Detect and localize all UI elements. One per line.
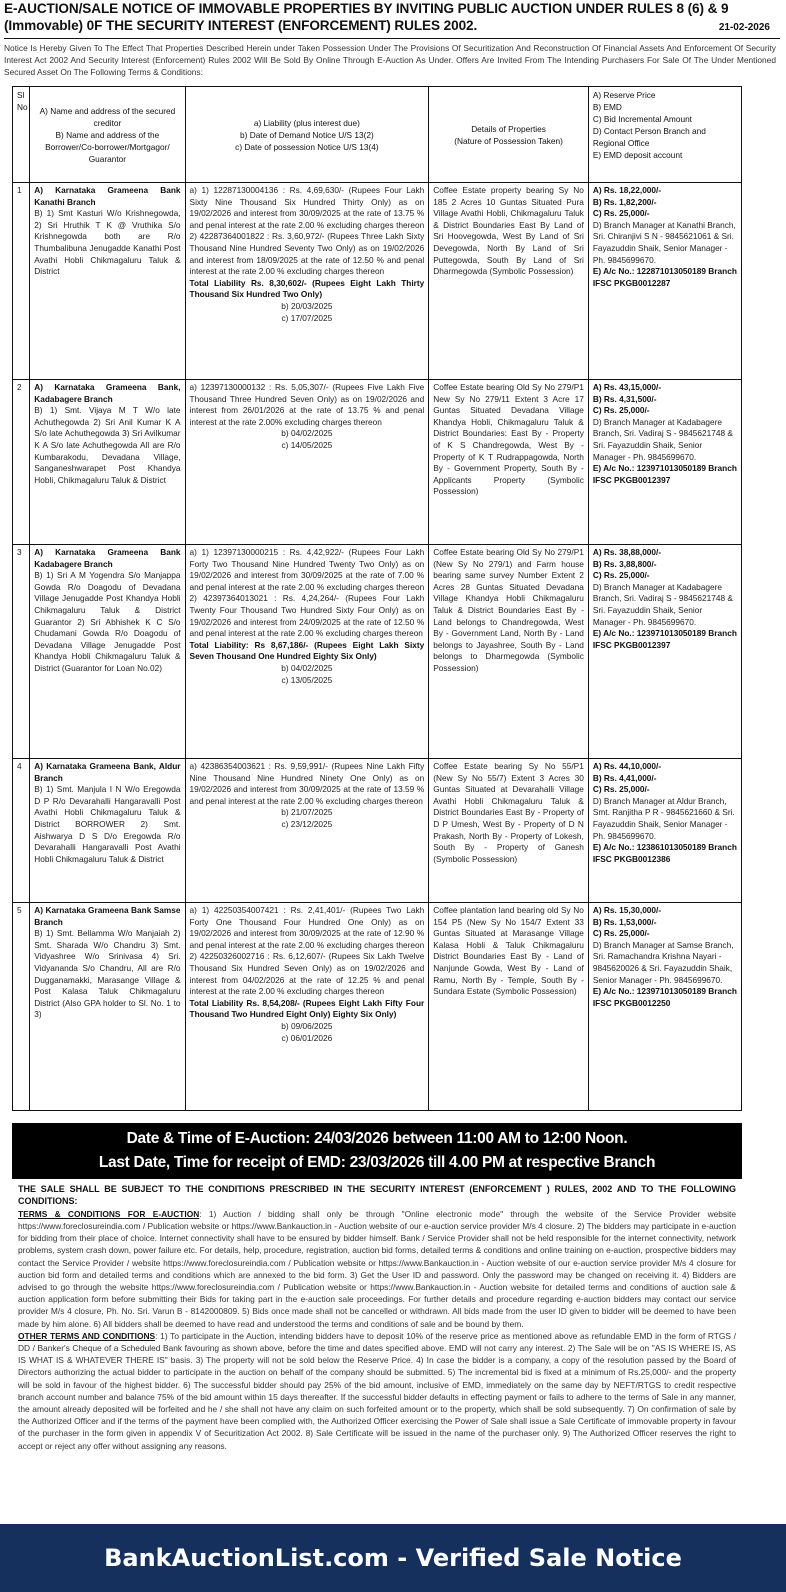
footer-banner [0, 1524, 786, 1592]
header-liability-b: b) Date of Demand Notice U/S 13(2) [240, 129, 374, 140]
borrower-details: B) 1) Smt. Bellamma W/o Manjaiah 2) Smt. Sharada W/o Chandru 3) Smt. Vidyashree W/o Srinivasa 4) Sri. Vidyananda S/o Chandru, All are R/o Dugganamakki, Marasange Village & Post Kalasa Taluk Chikmagaluru District (Also GPA holder to Sl. No. 1 to 3) [34, 928, 181, 1020]
cell-sl: 2 [13, 380, 30, 545]
cell-parties [30, 545, 185, 759]
borrower-details: B) 1) Smt. Vijaya M T W/o late Achuthegowda 2) Sri Anil Kumar K A S/o late Achuthegowda 3) Sri Avilkumar K A S/o late Achuthegowda All are R/o Kumbarakodu, Devadana Village, Sanganeshwarapet Post Khandya Hobli, Chikmagaluru Taluk & District [34, 405, 181, 485]
cell-liability [185, 545, 429, 759]
reserve-price: A) Rs. 43,15,000/- [592, 382, 662, 392]
emd-deadline-line: Last Date, Time for receipt of EMD: 23/03/2026 till 4.00 PM at respective Branch [98, 1154, 656, 1171]
header-parties-a: A) Name and address of the secured creditor [39, 105, 176, 128]
table-row [13, 380, 742, 545]
table-row [13, 183, 742, 380]
emd-account: E) A/c No.: 122871013050189 Branch IFSC PKGB0012287 [592, 266, 737, 288]
cell-property: Coffee Estate bearing Old Sy No 279/P1 New Sy No 279/11 Extent 3 Acre 17 Guntas Situated Devadana Village Khandya Hobli, Chikmagaluru Taluk & District Boundaries: East By - Property of K S Chandregowda, West By - Property of K T Rudrappagowda, North By - Government Property, South By - Applicants Property (Symbolic Possession) [429, 380, 589, 545]
cell-property: Coffee Estate bearing Old Sy No 279/P1 (New Sy No 279/1) and Farm house bearing same survey Number Extent 2 Acres 28 Guntas Situated Devadana Village Khandya Hobli Chikmagaluru Taluk & District Boundaries East By - Land belongs to Chandregowda, West By - Government Land, North By - Land belongs to Jayashree, South By - Land belongs to Dharmegowda (Symbolic Possession) [429, 545, 589, 759]
header-reserve [588, 87, 741, 183]
possession-notice-date: c) 14/05/2025 [281, 439, 333, 450]
possession-notice-date: c) 17/07/2025 [281, 312, 333, 323]
header-reserve-e: E) EMD deposit account [592, 150, 683, 160]
cell-sl: 5 [13, 903, 30, 1111]
cell-property: Coffee plantation land bearing old Sy No 154 P5 (New Sy No 154/7 Extent 33 Guntas Situated at Marasange Village Kalasa Hobli & Taluk Chikmagaluru District Boundaries East By - Land of Nanjunde Gowda, West By - Land of Ramu, North By - Temple, South By - Sundara Estate (Symbolic Possession) [429, 903, 589, 1111]
header-parties [30, 87, 185, 183]
emd-account: E) A/c No.: 123971013050189 Branch IFSC PKGB0012397 [592, 463, 737, 485]
properties-table [12, 86, 742, 1111]
emd-amount: B) Rs. 1,53,000/- [592, 916, 657, 927]
cell-parties [30, 903, 185, 1111]
bid-increment: C) Rs. 25,000/- [592, 208, 650, 219]
header-property [429, 87, 589, 183]
cell-parties [30, 380, 185, 545]
cell-property: Coffee Estate property bearing Sy No 185 2 Acres 10 Guntas Situated Pura Village Avathi Hobli, Chikmagaluru Taluk & District Boundaries East By Land of Sri Hoovegowda, West By Land of Sri Devegowda, North By Land of Sri Puttegowda, South By Land of Sri Dharmegowda (Symbolic Possession) [429, 183, 589, 380]
bid-increment: C) Rs. 25,000/- [592, 570, 650, 581]
table-row [13, 903, 742, 1111]
contact-person: D) Branch Manager at Kadabagere Branch, Sri. Vadiraj S - 9845621748 & Sri. Fayazuddin Shaik, Senior Manager - Ph. 9845699670. [592, 581, 733, 627]
header-sl: Sl No [13, 87, 30, 183]
reserve-price: A) Rs. 44,10,000/- [592, 761, 662, 771]
other-terms-text: : 1) To participate in the Auction, intending bidders have to deposit 10% of the reserve price as mentioned above as refundable EMD in the form of RTGS / DD / Banker's Cheque of a Scheduled Bank favouring as shown above, before the time and dates specified above. EMD will not carry any interest. 2) The Sale will be on "AS IS WHERE IS, AS IS WHAT IS & WHATEVER THERE IS" basis. 3) The property will not be sold below the Reserve Price. 4) In case the bidder is a company, a copy of the resolution passed by the Board of Directors authorizing the actual bidder to participate in the auction on behalf of the company should be submitted. 5) The incremental bid is fixed at a minimum of Rs.25,000/- and the property will be sold in favour of the highest bidder. 6) The successful bidder should pay 25% of the bid amount, inclusive of EMD, immediately on the same day by NEFT/RTGS to credit respective branch account number and balance 75% of the bid amount within 15 days thereafter. If the successful bidder defaults in effecting payment or fails to adhere to the terms of Sale in any manner, the amount already deposited will be forfeited and he / she shall not have any claim on such forfeited amount or to the property, which shall be sold subsequently. 7) On confirmation of sale by the Authorized Officer and if the terms of the payment have been complied with, the Authorized Officer exercising the Power of Sale shall issue a Sale Certificate of immovable property in favour of the purchaser in the form given in appendix V of Securitization Act 2002. 8) Sale Certificate will be issued in the name of the purchaser only. 9) The Authorized Officer reserves the right to accept or reject any offer without assigning any reasons. [18, 1330, 737, 1451]
cell-reserve [588, 903, 741, 1111]
auction-date-line: Date & Time of E-Auction: 24/03/2026 between 11:00 AM to 12:00 Noon. [126, 1130, 628, 1147]
liability-total: Total Liability Rs. 8,30,602/- (Rupees Eight Lakh Thirty Thousand Six Hundred Two Only) [189, 277, 425, 300]
cell-sl: 1 [13, 183, 30, 380]
demand-notice-date: b) 09/06/2025 [281, 1020, 333, 1031]
cell-parties [30, 183, 185, 380]
liability-details: a) 1) 12287130004136 : Rs. 4,69,630/- (Rupees Four Lakh Sixty Nine Thousand Six Hundred Thirty Only) as on 19/02/2026 and interest from 30/09/2025 at the rate of 13.75 % and penal interest at the rate 2.00 % excluding charges thereon 2) 42287364001822 : Rs. 3,60,972/- (Rupees Three Lakh Sixty Thousand Nine Hundred Seventy Two Only) as on 19/02/2026 and interest from 18/09/2025 at the rate of 12.50 % and penal interest at the rate 2.00 % excluding charges thereon [189, 185, 425, 277]
table-row [13, 545, 742, 759]
bid-increment: C) Rs. 25,000/- [592, 928, 650, 939]
header-reserve-b: B) EMD [592, 102, 622, 112]
demand-notice-date: b) 04/02/2025 [281, 662, 333, 673]
cell-sl: 3 [13, 545, 30, 759]
secured-creditor: A) Karnataka Grameena Bank Kanathi Branch [34, 185, 181, 207]
header-liability-a: a) Liability (plus interest due) [253, 117, 360, 128]
liability-total: Total Liability: Rs 8,67,186/- (Rupees Eight Lakh Sixty Seven Thousand One Hundred Eighty Six Only) [189, 639, 425, 662]
borrower-details: B) 1) Smt. Manjula I N W/o Eregowda D P R/o Devarahalli Hangaravalli Post Avathi Hobli Chikmagaluru Taluk & District BORROWER 2) Smt. Aishwarya D S D/o Eregowda R/o Devarahalli Hangaravalli Post Avathi Hobli Chikmagaluru Taluk & District [34, 784, 181, 864]
table-row [13, 759, 742, 903]
bid-increment: C) Rs. 25,000/- [592, 784, 650, 795]
liability-details: a) 12397130000132 : Rs. 5,05,307/- (Rupees Five Lakh Five Thousand Three Hundred Seven Only) as on 19/02/2026 and interest from 26/01/2026 at the rate of 13.75 % and penal interest at the rate 2.00% excluding charges thereon [189, 382, 425, 427]
liability-details: a) 42386354003621 : Rs. 9,59,991/- (Rupees Nine Lakh Fifty Nine Thousand Nine Hundred Ninety One Only) as on 19/02/2026 and interest from 30/09/2025 at the rate of 13.59 % and penal interest at the rate 2.00 % excluding charges thereon [189, 761, 425, 806]
cell-reserve [588, 183, 741, 380]
reserve-price: A) Rs. 18,22,000/- [592, 185, 662, 195]
header-reserve-c: C) Bid Incremental Amount [592, 114, 692, 124]
eauction-terms-text: : 1) Auction / bidding shall only be through "Online electronic mode" through the website of the Service Provider website https://www.foreclosureindia.com / Publication website or https://www.Bankauction.in - Auction website of our e-auction service provider M/s 4 closure. 2) The bidders may participate in e-auction for bidding from their place of choice. Internet connectivity shall have to be ensured by bidder himself. Bank / Service Provider shall not be held responsible for the internet connectivity, network problems, system crash down, power failure etc. For details, help, procedure, registration, auction bid forms, detailed terms & conditions and online training on e-auction, prospective bidders may contact the Service Provider / website https://www.foreclosureindia.com / Publication website or https://www.Bankauction.in - Auction website of our e-auction service provider M/s 4 closure for auction bid form and detailed terms and conditions which are annexed to the bid form. 3) Get the User ID and password. Only the password may be changed on receiving it. 4) Bidders are advised to go through the website https://www.foreclosureindia.com / Publication website or https://www.Bankauction.in - Auction website for detailed terms and conditions of auction sale & auction application form before submitting their Bids for taking part in the e-auction sale proceedings. For further details and procedure regarding e-auction bidders may contact our service provider M/s 4 closure, Ph. No. Sri. Varun B - 8142000809. 5) Bids once made shall not be cancelled or withdrawn. All bids made from the user ID given to bidder will be deemed to have been made by him alone. 6) All bidders shall be deemed to have read and understood the terms and conditions of sale and be bound by them. [18, 1208, 736, 1329]
terms-intro: THE SALE SHALL BE SUBJECT TO THE CONDITIONS PRESCRIBED IN THE SECURITY INTEREST (ENFORCEMENT ) RULES, 2002 AND TO THE FOLLOWING CONDITIONS: [18, 1184, 736, 1207]
header-reserve-a: A) Reserve Price [592, 90, 656, 100]
secured-creditor: A) Karnataka Grameena Bank, Kadabagere Branch [34, 382, 181, 404]
notice-header [4, 0, 780, 77]
table-header-row [13, 87, 742, 183]
header-liability [185, 87, 429, 183]
emd-amount: B) Rs. 4,41,000/- [592, 772, 657, 783]
cell-parties [30, 759, 185, 903]
terms-section [18, 1183, 736, 1452]
borrower-details: B) 1) Smt Kasturi W/o Krishnegowda, 2) Sri Hruthik T K @ Vruthika S/o Krishnegowda both are R/o Thumbalibuna Jenugadde Kanathi Post Avathi Hobli Chikmagaluru Taluk & District [34, 208, 181, 277]
demand-notice-date: b) 04/02/2025 [281, 428, 333, 439]
liability-total: Total Liability Rs. 8,54,208/- (Rupees Eight Lakh Fifty Four Thousand Two Hundred Eight Only) Eighty Six Only) [189, 997, 425, 1020]
cell-liability [185, 759, 429, 903]
header-liability-c: c) Date of possession Notice U/S 13(4) [235, 141, 379, 152]
auction-date-banner [12, 1123, 742, 1179]
cell-liability [185, 903, 429, 1111]
cell-liability [185, 380, 429, 545]
cell-reserve [588, 380, 741, 545]
borrower-details: B) 1) Sri A M Yogendra S/o Manjappa Gowda R/o Doagodu of Devadana Village Jenugadde Post Khandya Hobli Chikmagaluru Taluk & District Guarantor 2) Sri Abhishek K C S/o Chudamani Gowda R/o Doagodu of Devadana Village Jenugadde Post Khandya Hobli Chikmagaluru Taluk & District (Guarantor for Loan No.02) [34, 570, 181, 673]
bid-increment: C) Rs. 25,000/- [592, 405, 650, 416]
notice-intro: Notice Is Hereby Given To The Effect That Properties Described Herein under Taken Possession Under The Provisions Of Securitization And Reconstruction Of Financial Assets And Enforcement Of Security Interest Act 2002 And Security Interest (Enforcement) Rules 2002 Will Be Sold By Online Through E-Auction As Under. Offers Are Invited From The Intending Purchasers For Sale Of The Under Mentioned Secured Asset On The Following Terms & Conditions: [4, 43, 776, 77]
contact-person: D) Branch Manager at Aldur Branch, Smt. Ranjitha P R - 9845621660 & Sri. Fayazuddin Shaik, Senior Manager - Ph. 9845699670. [592, 795, 735, 841]
cell-reserve [588, 759, 741, 903]
emd-amount: B) Rs. 3,88,800/- [592, 558, 657, 569]
emd-account: E) A/c No.: 123861013050189 Branch IFSC PKGB0012386 [592, 842, 737, 864]
emd-account: E) A/c No.: 123971013050189 Branch IFSC PKGB0012397 [592, 628, 737, 650]
contact-person: D) Branch Manager at Kadabagere Branch, Sri. Vadiraj S - 9845621748 & Sri. Fayazuddin Shaik, Senior Manager - Ph. 9845699670. [592, 416, 733, 462]
other-terms-heading: OTHER TERMS AND CONDITIONS [18, 1330, 156, 1341]
secured-creditor: A) Karnataka Grameena Bank Kadabagere Branch [34, 547, 181, 569]
header-property-b: (Nature of Possession Taken) [454, 135, 563, 146]
liability-details: a) 1) 12397130000215 : Rs. 4,42,922/- (Rupees Four Lakh Forty Two Thousand Nine Hundred Twenty Two Only) as on 19/02/2026 and interest from 30/09/2025 at the rate of 7.00 % and penal interest at the rate 2.00 % excluding charges thereon 2) 42397364013021 : Rs. 4,24,264/- (Rupees Four Lakh Twenty Four Thousand Two Hundred Sixty Four Only) as on 19/02/2026 and interest from 24/09/2025 at the rate of 12.50 % and penal interest at the rate 2.00 % excluding charges thereon [189, 547, 425, 639]
notice-title: E-AUCTION/SALE NOTICE OF IMMOVABLE PROPERTIES BY INVITING PUBLIC AUCTION UNDER RULES 8 (6) & 9 (Immovable) 0F THE SECURITY INTEREST (ENFORCEMENT) RULES 2002. [4, 1, 729, 33]
header-reserve-d: D) Contact Person Branch and Regional Office [592, 126, 706, 148]
reserve-price: A) Rs. 38,88,000/- [592, 547, 662, 557]
emd-account: E) A/c No.: 123971013050189 Branch IFSC PKGB0012250 [592, 986, 737, 1008]
header-property-a: Details of Properties [471, 123, 546, 134]
contact-person: D) Branch Manager at Kanathi Branch, Sri. Chiranjivi S N - 9845621061 & Sri. Fayazuddin Shaik, Senior Manager - Ph. 9845699670. [592, 219, 736, 265]
footer-text: BankAuctionList.com - Verified Sale Notice [104, 1544, 682, 1572]
liability-details: a) 1) 42250354007421 : Rs. 2,41,401/- (Rupees Two Lakh Forty One Thousand Four Hundred One Only) as on 19/02/2026 and interest from 30/09/2025 at the rate of 12.90 % and penal interest at the rate 2.00 % excluding charges thereon 2) 42250326002716 : Rs. 6,12,607/- (Rupees Six Lakh Twelve Thousand Six Hundred Seven Only) as on 19/02/2026 and interest from 04/02/2026 at the rate of 12.25 % and penal interest at the rate 2.00 % excluding charges thereon [189, 905, 425, 997]
demand-notice-date: b) 20/03/2025 [281, 300, 333, 311]
possession-notice-date: c) 23/12/2025 [281, 818, 333, 829]
cell-property: Coffee Estate bearing Sy No 55/P1 (New Sy No 55/7) Extent 3 Acres 30 Guntas Situated at Devarahalli Village Avathi Hobli Chikmagaluru Taluk & District Boundaries East By - Property of D P Umesh, West By - Property of D N Prakash, North By - Property of Lokesh, South By - Property of Ganesh (Symbolic Possession) [429, 759, 589, 903]
possession-notice-date: c) 06/01/2026 [281, 1032, 333, 1043]
reserve-price: A) Rs. 15,30,000/- [592, 905, 662, 915]
eauction-terms-heading: TERMS & CONDITIONS FOR E-AUCTION [18, 1208, 200, 1219]
other-terms [18, 1330, 736, 1452]
cell-reserve [588, 545, 741, 759]
header-parties-b: B) Name and address of the Borrower/Co-borrower/Mortgagor/ Guarantor [45, 129, 170, 164]
emd-amount: B) Rs. 1,82,200/- [592, 196, 657, 207]
secured-creditor: A) Karnataka Grameena Bank, Aldur Branch [34, 761, 181, 783]
emd-amount: B) Rs. 4,31,500/- [592, 393, 657, 404]
secured-creditor: A) Karnataka Grameena Bank Samse Branch [34, 905, 181, 927]
eauction-terms [18, 1208, 736, 1330]
demand-notice-date: b) 21/07/2025 [281, 807, 333, 818]
notice-date: 21-02-2026 [718, 22, 770, 33]
contact-person: D) Branch Manager at Samse Branch, Sri. Ramachandra Krishna Nayari - 9845620026 & Sri. Fayazuddin Shaik, Senior Manager - Ph. 9845699670. [592, 939, 734, 985]
possession-notice-date: c) 13/05/2025 [281, 674, 333, 685]
cell-liability [185, 183, 429, 380]
header-divider [4, 38, 780, 39]
cell-sl: 4 [13, 759, 30, 903]
